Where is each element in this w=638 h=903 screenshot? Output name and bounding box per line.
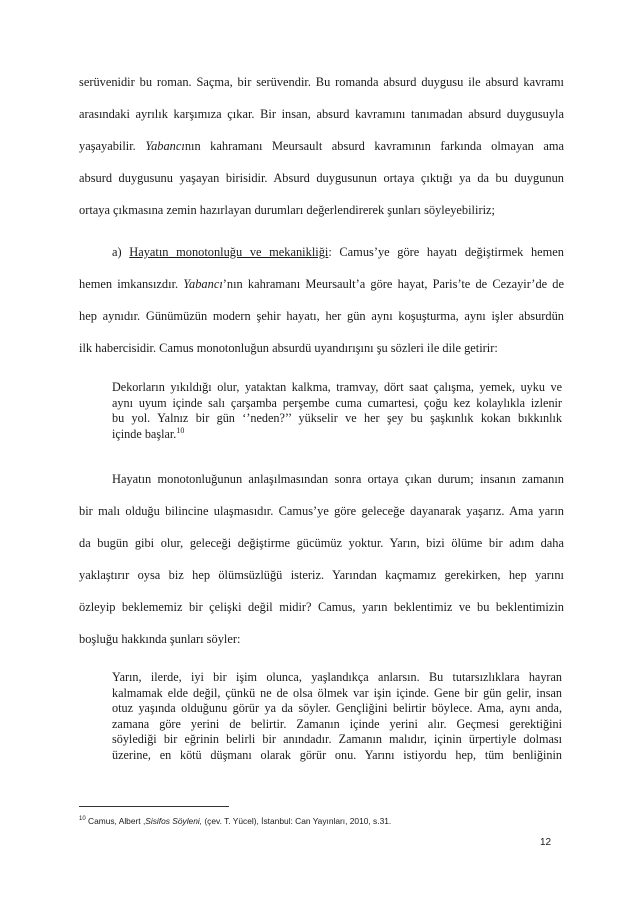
paragraph-line: özleyip beklememiz bir çelişki değil midir? Camus, yarın beklentimiz ve bu beklentimizin bbox=[79, 600, 564, 614]
paragraph-line bbox=[79, 138, 564, 154]
text-run: hemen imkansızdır. bbox=[79, 277, 184, 291]
text-run: Camus, Albert , bbox=[85, 816, 146, 826]
quote-line: otuz yaşında olduğunu görür ya da söyler. Gençliğini belirtir böylece. Ama, aynı anda, bbox=[112, 701, 562, 715]
paragraph-line: Hayatın monotonluğunun anlaşılmasından sonra ortaya çıkan durum; insanın zamanın bbox=[112, 472, 564, 486]
section-heading-line bbox=[112, 244, 564, 260]
quote-line: üzerine, en kötü düşmanı olarak görür onu. Yarını istiyordu hep, tüm benliğinin bbox=[112, 747, 562, 762]
italic-title: Sisifos Söyleni, bbox=[145, 816, 203, 826]
quote-line: söylediği bir eğrinin belirli bir anındadır. Zamanın malıdır, içinin ürpertiyle dolması bbox=[112, 732, 562, 746]
paragraph-line: absurd duygusunu yaşayan birisidir. Absurd duygusunun ortaya çıktığı ya da bu duygunun bbox=[79, 171, 564, 185]
italic-title: Yabancı bbox=[183, 277, 223, 291]
quote-line bbox=[112, 427, 562, 443]
paragraph-line: bir malı olduğu bilincine ulaşmasıdır. Camus’ye göre geleceğe dayanarak yaşarız. Ama yarın bbox=[79, 504, 564, 518]
paragraph-line: boşluğu hakkında şunları söyler: bbox=[79, 632, 241, 646]
text-run: içinde başlar. bbox=[112, 426, 177, 441]
page-number: 12 bbox=[540, 837, 552, 848]
paragraph-line: hep aynıdır. Günümüzün modern şehir hayatı, her gün aynı koşuşturma, aynı işler absurdün bbox=[79, 309, 564, 323]
footnote-separator bbox=[79, 806, 229, 807]
block-quote bbox=[112, 670, 562, 763]
quote-line: Dekorların yıkıldığı olur, yataktan kalkma, tramvay, dört saat çalışma, yemek, uyku ve bbox=[112, 380, 562, 394]
italic-title: Yabancı bbox=[145, 139, 185, 153]
paragraph-line: da bugün gibi olur, geleceği değiştirme gücümüz yoktur. Yarın, bizi ölüme bir adım daha bbox=[79, 536, 564, 550]
paragraph-line bbox=[79, 276, 564, 292]
quote-line: kalmamak elde değil, çünkü ne de olsa ölmek var işin içinde. Gene bir gün gelir, insan bbox=[112, 685, 562, 700]
text-run: ’nın kahramanı Meursault’a göre hayat, Paris’te de Cezayir’de de bbox=[222, 277, 564, 291]
quote-line: Yarın, ilerde, iyi bir işim olunca, yaşlandıkça anlarsın. Bu tutarsızlıklara hayran bbox=[112, 670, 562, 684]
quote-line: bu yol. Yalnız bir gün ‘’neden?’’ yükselir ve her şey bu şaşkınlık kokan bıkkınlık bbox=[112, 411, 562, 425]
footnote-number: 10 bbox=[79, 816, 86, 823]
quote-line: aynı uyum içinde salı çarşamba perşembe cuma cumartesi, çoğu kez kolaylıkla izlenir bbox=[112, 395, 562, 410]
paragraph-line: yaklaştırır oysa biz hep ölümsüzlüğü isteriz. Yarından kaçmamız gerekirken, hep yarını bbox=[79, 568, 564, 582]
underlined-heading: Hayatın monotonluğu ve mekanikliği bbox=[129, 245, 329, 259]
text-run: : Camus’ye göre hayatı değiştirmek hemen bbox=[328, 245, 564, 259]
footnote bbox=[79, 816, 391, 826]
quote-line: zamana göre yerini de belirtir. Zamanın içinde yerini alır. Geçmesi gerektiğini bbox=[112, 716, 562, 731]
paragraph-line: serüvenidir bu roman. Saçma, bir serüvendir. Bu romanda absurd duygusu ile absurd kavramı bbox=[79, 75, 564, 89]
text-run: yaşayabilir. bbox=[79, 139, 146, 153]
paragraph-line: ilk habercisidir. Camus monotonluğun absurdü uyandırışını şu sözleri ile dile getirir: bbox=[79, 341, 498, 355]
paragraph-line: arasındaki ayrılık karşımıza çıkar. Bir insan, absurd kavramını tanımadan absurd duygusuyla bbox=[79, 107, 564, 121]
footnote-reference[interactable]: 10 bbox=[176, 425, 185, 435]
paragraph-line: ortaya çıkmasına zemin hazırlayan durumları değerlendirerek şunları söyleyebiliriz; bbox=[79, 203, 495, 217]
block-quote bbox=[112, 380, 562, 442]
list-marker: a) bbox=[112, 245, 130, 259]
text-run: nın kahramanı Meursault absurd kavramının farkında olmayan ama bbox=[184, 139, 565, 153]
text-run: (çev. T. Yücel), İstanbul: Can Yayınları, 2010, s.31. bbox=[202, 816, 392, 826]
